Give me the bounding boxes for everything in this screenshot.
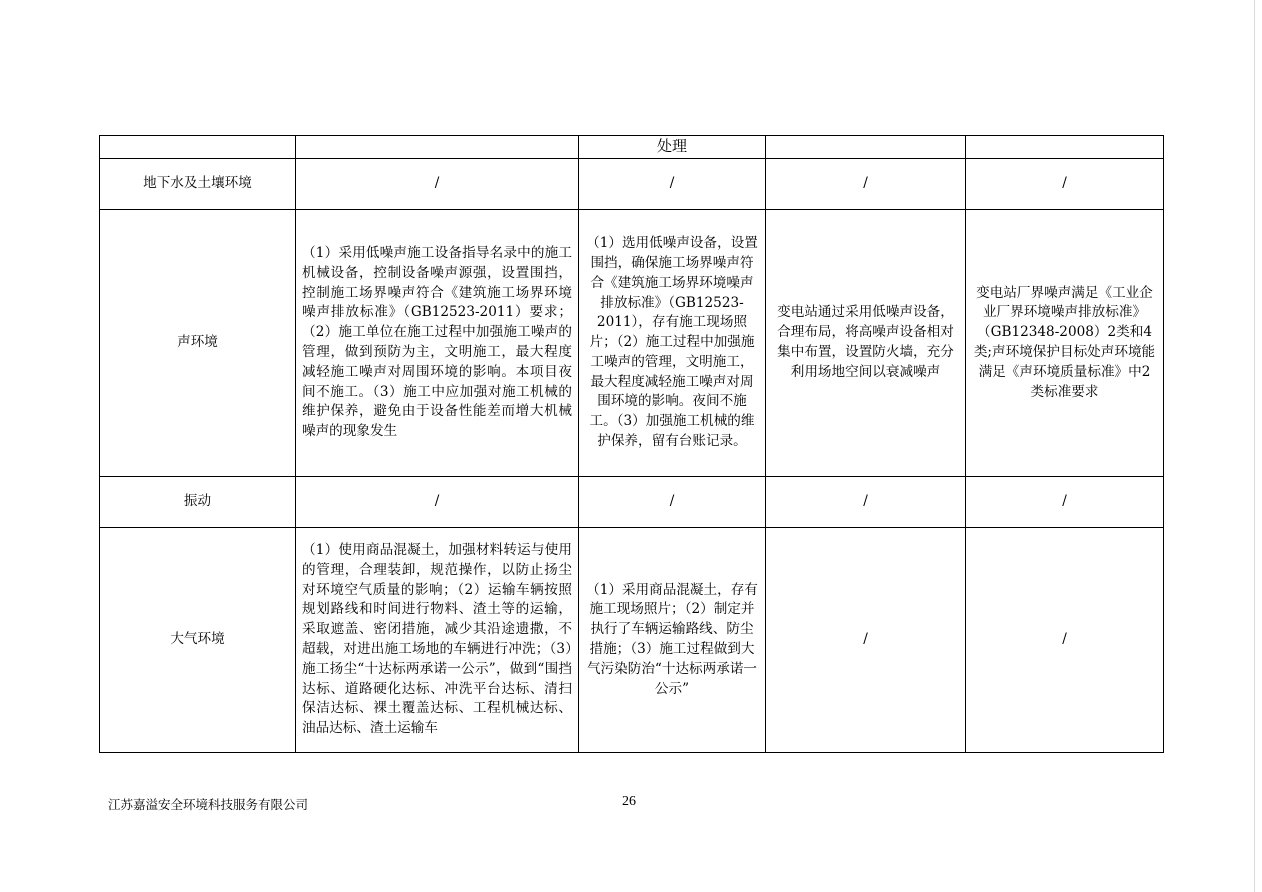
operation-measures-cell: / [766,159,966,210]
implementation-cell: （1）采用商品混凝土，存有施工现场照片；（2）制定并执行了车辆运输路线、防尘措施；（3）施工过程做到大气污染防治“十达标两承诺一公示” [579,528,766,753]
operation-measures-cell: / [766,528,966,753]
construction-measures-cell: / [296,477,579,528]
effect-cell: / [966,159,1164,210]
effect-cell: 变电站厂界噪声满足《工业企业厂界环境噪声排放标准》（GB12348-2008）2类和4类;声环境保护目标处声环境能满足《声环境质量标准》中2类标准要求 [966,210,1164,477]
operation-measures-cell: / [766,477,966,528]
head-cell-implementation: 处理 [579,136,766,159]
head-cell-category [100,136,296,159]
table-row [100,136,1164,159]
construction-measures-cell: / [296,159,579,210]
category-cell: 大气环境 [100,528,296,753]
page-edge-line [1254,0,1255,892]
construction-measures-cell: （1）采用低噪声施工设备指导名录中的施工机械设备，控制设备噪声源强，设置围挡，控制施工场界噪声符合《建筑施工场界环境噪声排放标准》（GB12523-2011）要求；（2）施工单位在施工过程中加强施工噪声的管理，做到预防为主，文明施工，最大程度减轻施工噪声对周围环境的影响。本项目夜间不施工。（3）施工中应加强对施工机械的维护保养，避免由于设备性能差而增大机械噪声的现象发生 [296,210,579,477]
head-cell-construction [296,136,579,159]
head-cell-operation [766,136,966,159]
effect-cell: / [966,528,1164,753]
implementation-cell: / [579,477,766,528]
implementation-cell: / [579,159,766,210]
effect-cell: / [966,477,1164,528]
table-row [100,159,1164,210]
table-row [100,528,1164,753]
category-cell: 地下水及土壤环境 [100,159,296,210]
category-cell: 振动 [100,477,296,528]
page-number: 26 [622,794,636,809]
measures-table [99,135,1164,753]
operation-measures-cell: 变电站通过采用低噪声设备，合理布局，将高噪声设备相对集中布置，设置防火墙，充分利用场地空间以衰减噪声 [766,210,966,477]
table-row [100,477,1164,528]
footer-company-name: 江苏嘉溢安全环境科技服务有限公司 [108,797,309,812]
head-cell-effect [966,136,1164,159]
construction-measures-cell: （1）使用商品混凝土，加强材料转运与使用的管理，合理装卸，规范操作，以防止扬尘对环境空气质量的影响；（2）运输车辆按照规划路线和时间进行物料、渣土等的运输，采取遮盖、密闭措施，减少其沿途遗撒，不超载，对进出施工场地的车辆进行冲洗；（3）施工扬尘“十达标两承诺一公示”，做到“围挡达标、道路硬化达标、冲洗平台达标、清扫保洁达标、裸土覆盖达标、工程机械达标、油品达标、渣土运输车 [296,528,579,753]
category-cell: 声环境 [100,210,296,477]
implementation-cell: （1）选用低噪声设备，设置围挡，确保施工场界噪声符合《建筑施工场界环境噪声排放标准》（GB12523-2011），存有施工现场照片；（2）施工过程中加强施工噪声的管理，文明施工，最大程度减轻施工噪声对周围环境的影响。夜间不施工。（3）加强施工机械的维护保养，留有台账记录。 [579,210,766,477]
table-row [100,210,1164,477]
